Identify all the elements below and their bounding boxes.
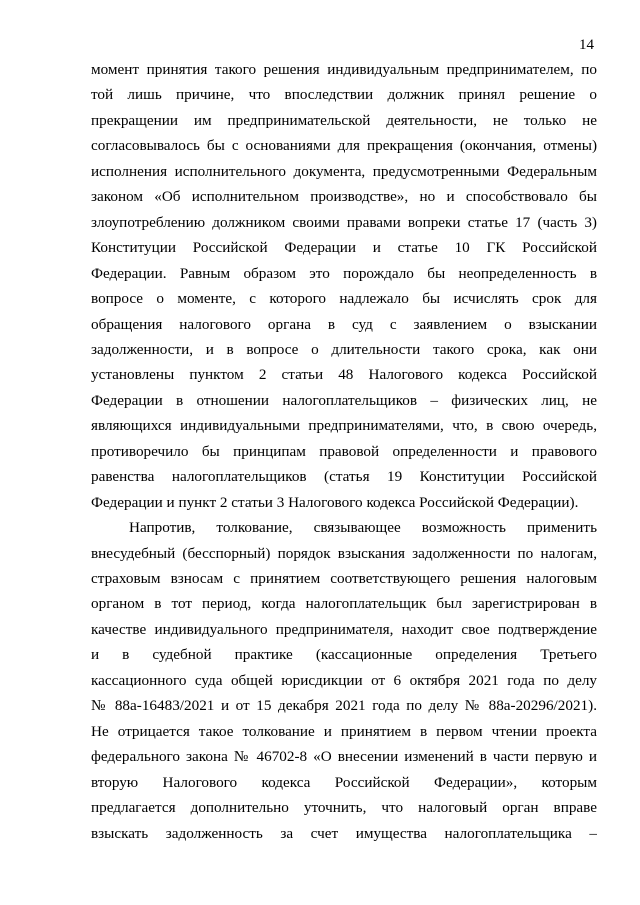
page-number: 14 xyxy=(579,37,594,53)
text-line: той лишь причине, что впоследствии должник принял решение о xyxy=(91,86,597,104)
text-line: прекращении им предпринимательской деятельности, не только не xyxy=(91,111,597,129)
text-line: исполнения исполнительного документа, предусмотренными Федеральным xyxy=(91,162,597,180)
text-line: Не отрицается такое толкование и принятием в первом чтении проекта xyxy=(91,722,597,740)
text-line: обращения налогового органа в суд с заявлением о взыскании xyxy=(91,315,597,333)
text-line: органом в тот период, когда налогоплательщик был зарегистрирован в xyxy=(91,595,597,613)
text-line: внесудебный (бесспорный) порядок взыскания задолженности по налогам, xyxy=(91,544,597,562)
text-line: федерального закона № 46702-8 «О внесении изменений в части первую и xyxy=(91,748,597,766)
text-line: вторую Налогового кодекса Российской Федерации», которым xyxy=(91,773,597,791)
text-line: Напротив, толкование, связывающее возможность применить xyxy=(129,519,597,537)
text-line: законом «Об исполнительном производстве», но и способствовало бы xyxy=(91,188,597,206)
text-line: установлены пунктом 2 статьи 48 Налогового кодекса Российской xyxy=(91,366,597,384)
text-line: кассационного суда общей юрисдикции от 6 октября 2021 года по делу xyxy=(91,671,597,689)
text-line: злоупотреблению должником своими правами вопреки статье 17 (часть 3) xyxy=(91,213,597,231)
text-line: Федерации в отношении налогоплательщиков – физических лиц, не xyxy=(91,391,597,409)
text-line: равенства налогоплательщиков (статья 19 Конституции Российской xyxy=(91,468,597,486)
text-line: и в судебной практике (кассационные определения Третьего xyxy=(91,646,597,664)
text-line: страховым взносам с принятием соответствующего решения налоговым xyxy=(91,570,597,587)
text-line: являющихся индивидуальными предпринимателями, что, в свою очередь, xyxy=(91,417,597,435)
text-line: момент принятия такого решения индивидуальным предпринимателем, по xyxy=(91,61,597,78)
text-line: Федерации и пункт 2 статьи 3 Налогового кодекса Российской Федерации). xyxy=(91,493,579,511)
text-line: Конституции Российской Федерации и статье 10 ГК Российской xyxy=(91,239,597,257)
text-line: предлагается дополнительно уточнить, что налоговый орган вправе xyxy=(91,799,597,817)
text-line: вопросе о моменте, с которого надлежало бы исчислять срок для xyxy=(91,290,597,308)
text-line: задолженности, и в вопросе о длительности такого срока, как они xyxy=(91,340,597,358)
text-line: взыскать задолженность за счет имущества налогоплательщика – xyxy=(91,824,597,842)
text-line: Федерации. Равным образом это порождало бы неопределенность в xyxy=(91,264,597,282)
text-line: № 88а-16483/2021 и от 15 декабря 2021 года по делу № 88а-20296/2021). xyxy=(91,697,597,715)
text-line: качестве индивидуального предпринимателя, находит свое подтверждение xyxy=(91,620,597,638)
text-line: согласовывалось бы с основаниями для прекращения (окончания, отмены) xyxy=(91,137,597,155)
text-line: противоречило бы принципам правовой определенности и правового xyxy=(91,442,597,460)
